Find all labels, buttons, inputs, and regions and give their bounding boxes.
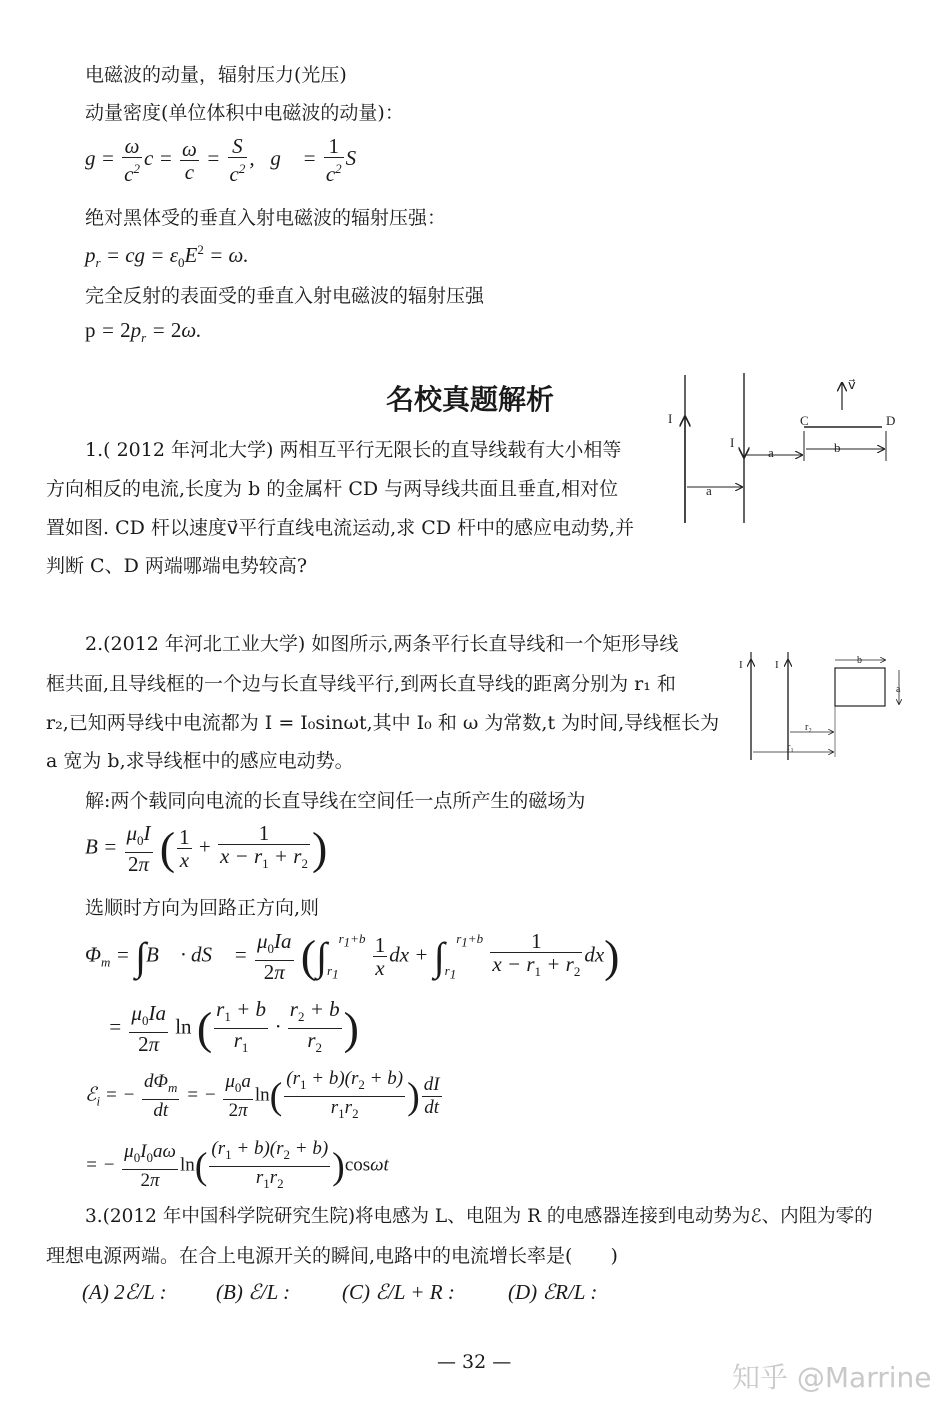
rectangular-loop [835, 668, 885, 706]
section-title: 电磁波的动量，辐射压力(光压) [85, 64, 347, 86]
fig1-label-v: v⃗ [848, 377, 856, 392]
problem1-line-3: 置如图. CD 杆以速度v⃗平行直线电流运动,求 CD 杆中的感应电动势,并 [46, 517, 635, 539]
problem1-line-4: 判断 C、D 两端哪端电势较高? [46, 555, 308, 577]
fig2-label-r2: r₂ [805, 722, 812, 733]
equation-pr: $p_r$ = cg = $\varepsilon_0E^2 = \omega$. [85, 242, 249, 271]
fig2-label-i2: I [775, 659, 779, 671]
fig2-label-i1: I [739, 659, 743, 671]
problem2-line-1: 2.(2012 年河北工业大学) 如图所示,两条平行长直导线和一个矩形导线 [85, 633, 679, 655]
fig1-label-d: D [886, 413, 896, 428]
reflect-label: 完全反射的表面受的垂直入射电磁波的辐射压强 [85, 285, 485, 307]
momentum-density-label: 动量密度(单位体积中电磁波的动量)： [85, 102, 404, 124]
fig1-label-a2: a [706, 483, 712, 498]
problem3-line-2: 理想电源两端。在合上电源开关的瞬间,电路中的电流增长率是( ) [46, 1245, 618, 1267]
equation-flux-result: = $\frac{\mu_0Ia}{2\pi}$ ln ( $\frac{r_1 + b}{r_1}$ · $\frac{r_2 + b}{r_2}$ ) [108, 997, 359, 1057]
fig1-label-i1: I [668, 411, 673, 426]
fig2-label-r1: r₁ [787, 742, 794, 753]
equation-p: $p = 2p_r = 2\omega$. [85, 318, 202, 346]
fig1-label-i2: I [730, 435, 735, 450]
section-heading: 名校真题解析 [386, 383, 555, 416]
problem2-line-4: a 宽为 b,求导线框中的感应电动势。 [46, 750, 354, 772]
watermark: 知乎 @Marrine [732, 1361, 932, 1394]
problem3-line-1: 3.(2012 年中国科学院研究生院)将电感为 L、电阻为 R 的电感器连接到电动势为ℰ、内阻为零的 [85, 1206, 873, 1227]
solution-intro: 解:两个载同向电流的长直导线在空间任一点所产生的磁场为 [85, 790, 586, 812]
option-d: (D) ℰR/L : [508, 1280, 598, 1304]
option-a: (A) 2ℰ/L : [82, 1280, 167, 1304]
fig1-label-a1: a [768, 445, 774, 460]
equation-g: g = $\frac{\omega}{c^2}$ c = $\frac{\omega}{c}$ = $\frac{S}{c^2}$ , g⃗ = $\frac{1}{c^2}$ S⃗ [85, 134, 373, 186]
equation-emf: ℰ$_i$ = − $\frac{d\Phi_m}{dt}$ = − $\frac{\mu_0a}{2\pi}$ ln( $\frac{(r_1 + b)(r_2 + b)}{r_1r_2}$ ) $\frac{dI}{dt}$ [85, 1068, 440, 1121]
problem2-figure [733, 632, 910, 777]
page-number: — 32 — [437, 1351, 512, 1373]
equation-flux: $\Phi_m$ = ∫B⃗ · dS⃗ = $\frac{\mu_0Ia}{2\pi}$ ($\int_{r_1}^{r_1+b}$ $\frac{1}{x}$ dx + $\int_{r_1}^{r_1+b}$ $\frac{1}{x - r_1 + r_2}$ dx) [85, 929, 620, 985]
equation-b-field: B = $\frac{\mu_0I}{2\pi}$ ( $\frac{1}{x}$ + $\frac{1}{x - r_1 + r_2}$ ) [85, 821, 328, 877]
equation-emf-result: = − $\frac{\mu_0I_0a\omega}{2\pi}$ ln( $\frac{(r_1 + b)(r_2 + b)}{r_1r_2}$ )cosωt [85, 1138, 389, 1191]
direction-note: 选顺时方向为回路正方向,则 [85, 897, 320, 919]
problem1-line-2: 方向相反的电流,长度为 b 的金属杆 CD 与两导线共面且垂直,相对位 [46, 478, 619, 500]
option-b: (B) ℰ/L : [216, 1280, 291, 1304]
blackbody-label: 绝对黑体受的垂直入射电磁波的辐射压强： [85, 207, 447, 229]
fig2-label-a: a [896, 684, 901, 695]
problem2-line-3: r₂,已知两导线中电流都为 I = I₀sinωt,其中 I₀ 和 ω 为常数,t 为时间,导线框长为 [46, 712, 720, 734]
problem2-line-2: 框共面,且导线框的一个边与长直导线平行,到两长直导线的距离分别为 r₁ 和 [46, 673, 676, 695]
option-c: (C) ℰ/L + R : [342, 1280, 455, 1304]
fig1-label-c: C [800, 413, 809, 428]
fig2-label-b: b [857, 655, 862, 666]
problem1-figure [664, 365, 910, 533]
problem1-line-1: 1.( 2012 年河北大学) 两相互平行无限长的直导线载有大小相等 [85, 439, 622, 461]
fig1-label-b: b [834, 440, 841, 455]
